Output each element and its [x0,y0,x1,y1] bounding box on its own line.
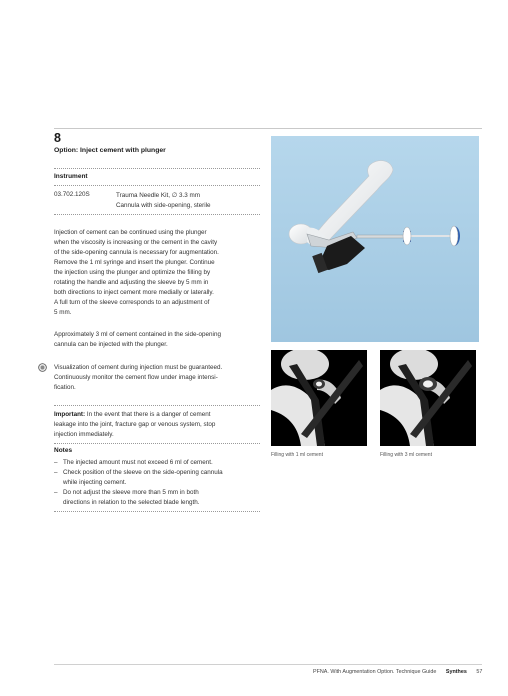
text-line: injection immediately. [54,431,114,438]
instrument-photo [271,136,479,342]
text-line: when the viscosity is increasing or the cement in the cavity [54,239,218,246]
footer-brand: Synthes [445,669,467,675]
figure-caption-right: Filling with 3 ml cement [380,452,432,458]
text-line: 5 mm. [54,309,72,316]
warning-icon [38,363,47,372]
footer-doc-title: PFNA. With Augmentation Option. [313,669,395,675]
list-item: – The injected amount must not exceed 6 ml of cement. [54,458,260,468]
text-line: Visualization of cement during injection must be guaranteed. [54,364,223,371]
divider [54,511,260,512]
text-line [54,410,264,420]
page-footer [313,669,482,675]
text-line: of the side-opening cannula is necessary for augmentation. [54,249,219,256]
divider [54,185,260,186]
top-divider [54,128,482,129]
text-line: Approximately 3 ml of cement contained in the side-opening [54,331,221,338]
warning-text [54,363,264,393]
instrument-code: 03.702.120S [54,191,90,198]
text-line: cannula can be injected with the plunger. [54,341,168,348]
list-item-continuation: while injecting cement. [63,479,127,486]
footer-divider [54,664,482,665]
list-item-continuation: directions in relation to the selected blade length. [63,499,200,506]
text-line: fication. [54,384,76,391]
xray-image-1ml [271,350,367,446]
text-line: leakage into the joint, fracture gap or venous system, stop [54,421,216,428]
figure-caption-left: Filling with 1 ml cement [271,452,323,458]
divider [54,214,260,215]
instrument-description [116,191,211,211]
divider [54,443,260,444]
femur-with-instrument-illustration [271,136,479,342]
text-line: Remove the 1 ml syringe and insert the plunger. Continue [54,259,215,266]
text-line: the injection using the plunger and optimize the filling by [54,269,211,276]
text-line: Injection of cement can be continued using the plunger [54,229,207,236]
divider [54,405,260,406]
important-note [54,410,264,440]
notes-heading: Notes [54,447,73,454]
divider [54,168,260,169]
instructions-paragraph [54,228,264,318]
list-item: – Check position of the sleeve on the side-opening cannula [54,468,260,478]
page-number: 57 [476,669,483,675]
text-line: A full turn of the sleeve corresponds to an adjustment of [54,299,210,306]
volume-paragraph [54,330,264,350]
important-text: In the event that there is a danger of cement [85,411,211,418]
xray-femur-illustration [271,350,367,446]
xray-femur-illustration [380,350,476,446]
text-line: Continuously monitor the cement flow under image intensi- [54,374,218,381]
important-label: Important: [54,411,86,418]
list-item: – Do not adjust the sleeve more than 5 mm in both [54,488,260,498]
notes-list [54,458,260,508]
step-number: 8 [54,131,61,145]
instrument-name-line: Trauma Needle Kit, ∅ 3.3 mm [116,192,200,199]
instrument-name-line: Cannula with side-opening, sterile [116,202,211,209]
footer-guide: Technique Guide [395,669,437,675]
xray-image-3ml [380,350,476,446]
text-line: both directions to inject cement more medially or laterally. [54,289,214,296]
step-title: Option: Inject cement with plunger [54,147,166,154]
text-line: rotating the handle and adjusting the sleeve by 5 mm in [54,279,209,286]
instrument-heading: Instrument [54,173,88,180]
